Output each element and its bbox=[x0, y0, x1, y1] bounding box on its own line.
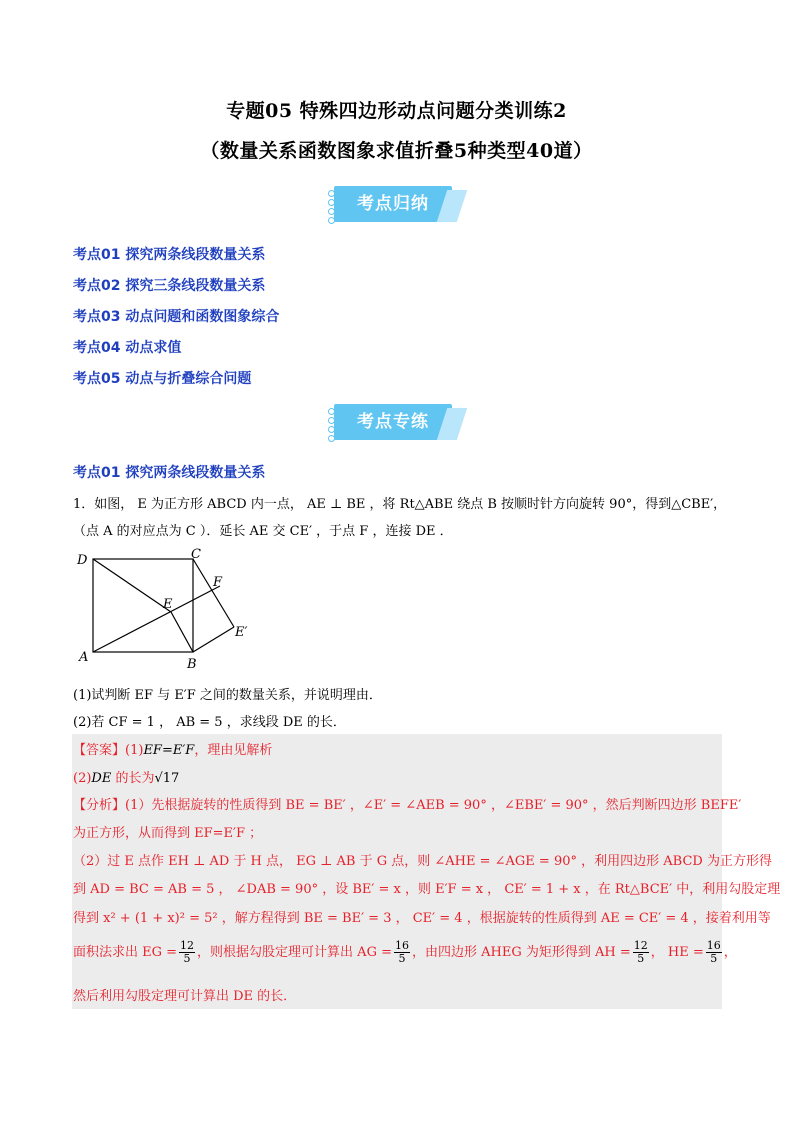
analysis-line-1 bbox=[73, 794, 741, 813]
answer-line-1 bbox=[73, 739, 272, 758]
toc-item[interactable]: 考点04 动点求值 bbox=[73, 340, 182, 356]
analysis-line-3: （2）过 E 点作 EH ⊥ AD 于 H 点， EG ⊥ AB 于 G 点，则 ∠AHE = ∠AGE = 90° ，利用四边形 ABCD 为正方形得 bbox=[73, 854, 772, 869]
label-d: D bbox=[77, 553, 88, 568]
analysis-text: ， bbox=[723, 945, 737, 960]
question-part-1: (1)试判断 EF 与 E′F 之间的数量关系，并说明理由． bbox=[73, 688, 382, 703]
analysis-line-5: 得到 x² + (1 + x)² = 5² ，解方程得到 BE = BE′ = 3 ， CE′ = 4 ，根据旋转的性质得到 AE = CE′ = 4 ，接着利用等 bbox=[73, 911, 771, 926]
answer-tag: 【答案】 bbox=[73, 743, 126, 758]
analysis-text: ，由四边形 AHEG 为矩形得到 AH = bbox=[411, 945, 631, 960]
segment-eb bbox=[171, 612, 193, 652]
section-banner-practice bbox=[326, 404, 466, 444]
toc-item[interactable]: 考点05 动点与折叠综合问题 bbox=[73, 371, 252, 387]
segment-de bbox=[93, 559, 171, 612]
analysis-text: ， HE = bbox=[650, 945, 704, 960]
fraction: $\frac{16}{5}$ bbox=[706, 939, 721, 965]
analysis-line-2: 为正方形，从而得到 EF=E′F ； bbox=[73, 826, 263, 841]
toc-item[interactable]: 考点03 动点问题和函数图象综合 bbox=[73, 309, 280, 325]
segment-af bbox=[93, 586, 220, 652]
analysis-line-4: 到 AD = BC = AB = 5 ， ∠DAB = 90° ，设 BE′ = x ，则 E′F = x ， CE′ = 1 + x ，在 Rt△BCE′ 中，利用勾股定理 bbox=[73, 882, 781, 897]
answer-2-value: √17 bbox=[154, 771, 180, 786]
label-b: B bbox=[187, 657, 197, 672]
toc-item[interactable]: 考点02 探究三条线段数量关系 bbox=[73, 278, 266, 294]
banner-label: 考点专练 bbox=[357, 412, 429, 432]
answer-1-math: EF=E′F bbox=[143, 743, 195, 758]
label-e: E bbox=[163, 597, 173, 612]
answer-1-text: ，理由见解析 bbox=[194, 743, 273, 758]
label-c: C bbox=[191, 547, 201, 562]
analysis-tag: 【分析】 bbox=[73, 798, 126, 813]
analysis-text: 面积法求出 EG = bbox=[73, 945, 178, 960]
question-part-2: (2)若 CF = 1 ， AB = 5 ，求线段 DE 的长． bbox=[73, 715, 346, 730]
square-abcd bbox=[93, 559, 193, 652]
toc-item[interactable]: 考点01 探究两条线段数量关系 bbox=[73, 247, 266, 263]
label-e-prime: E′ bbox=[235, 625, 248, 640]
banner-label: 考点归纳 bbox=[357, 194, 429, 214]
fraction: $\frac{12}{5}$ bbox=[633, 939, 648, 965]
answer-1-prefix: (1) bbox=[125, 743, 144, 758]
analysis-text: (1）先根据旋转的性质得到 BE = BE′ ，∠E′ = ∠AEB = 90° ，∠EBE′ = 90° ，然后判断四边形 BEFE′ bbox=[125, 798, 742, 813]
geometry-figure bbox=[74, 544, 264, 674]
analysis-text: ，则根据勾股定理可计算出 AG = bbox=[197, 945, 392, 960]
answer-2-math: DE bbox=[91, 771, 112, 786]
question-line-1: 1．如图， E 为正方形 ABCD 内一点， AE ⊥ BE ，将 Rt△ABE 绕点 B 按顺时针方向旋转 90°，得到△CBE′， bbox=[73, 497, 727, 512]
section-heading: 考点01 探究两条线段数量关系 bbox=[73, 465, 266, 481]
answer-line-2 bbox=[73, 767, 179, 786]
segment-ce-prime bbox=[193, 559, 234, 627]
fraction: $\frac{12}{5}$ bbox=[180, 939, 195, 965]
analysis-line-6 bbox=[73, 940, 737, 965]
label-f: F bbox=[213, 575, 223, 590]
answer-2-prefix: (2) bbox=[73, 771, 92, 786]
page-subtitle: （数量关系函数图象求值折叠5种类型40道） bbox=[200, 140, 593, 162]
answer-2-text: 的长为 bbox=[111, 771, 155, 786]
segment-be-prime bbox=[193, 627, 234, 652]
question-line-2: （点 A 的对应点为 C ）．延长 AE 交 CE′ ，于点 F ，连接 DE ． bbox=[73, 524, 453, 539]
analysis-line-7: 然后利用勾股定理可计算出 DE 的长． bbox=[73, 989, 297, 1004]
label-a: A bbox=[79, 650, 89, 665]
page-title: 专题05 特殊四边形动点问题分类训练2 bbox=[226, 100, 567, 122]
fraction: $\frac{16}{5}$ bbox=[394, 939, 409, 965]
section-banner-summary bbox=[326, 186, 466, 226]
